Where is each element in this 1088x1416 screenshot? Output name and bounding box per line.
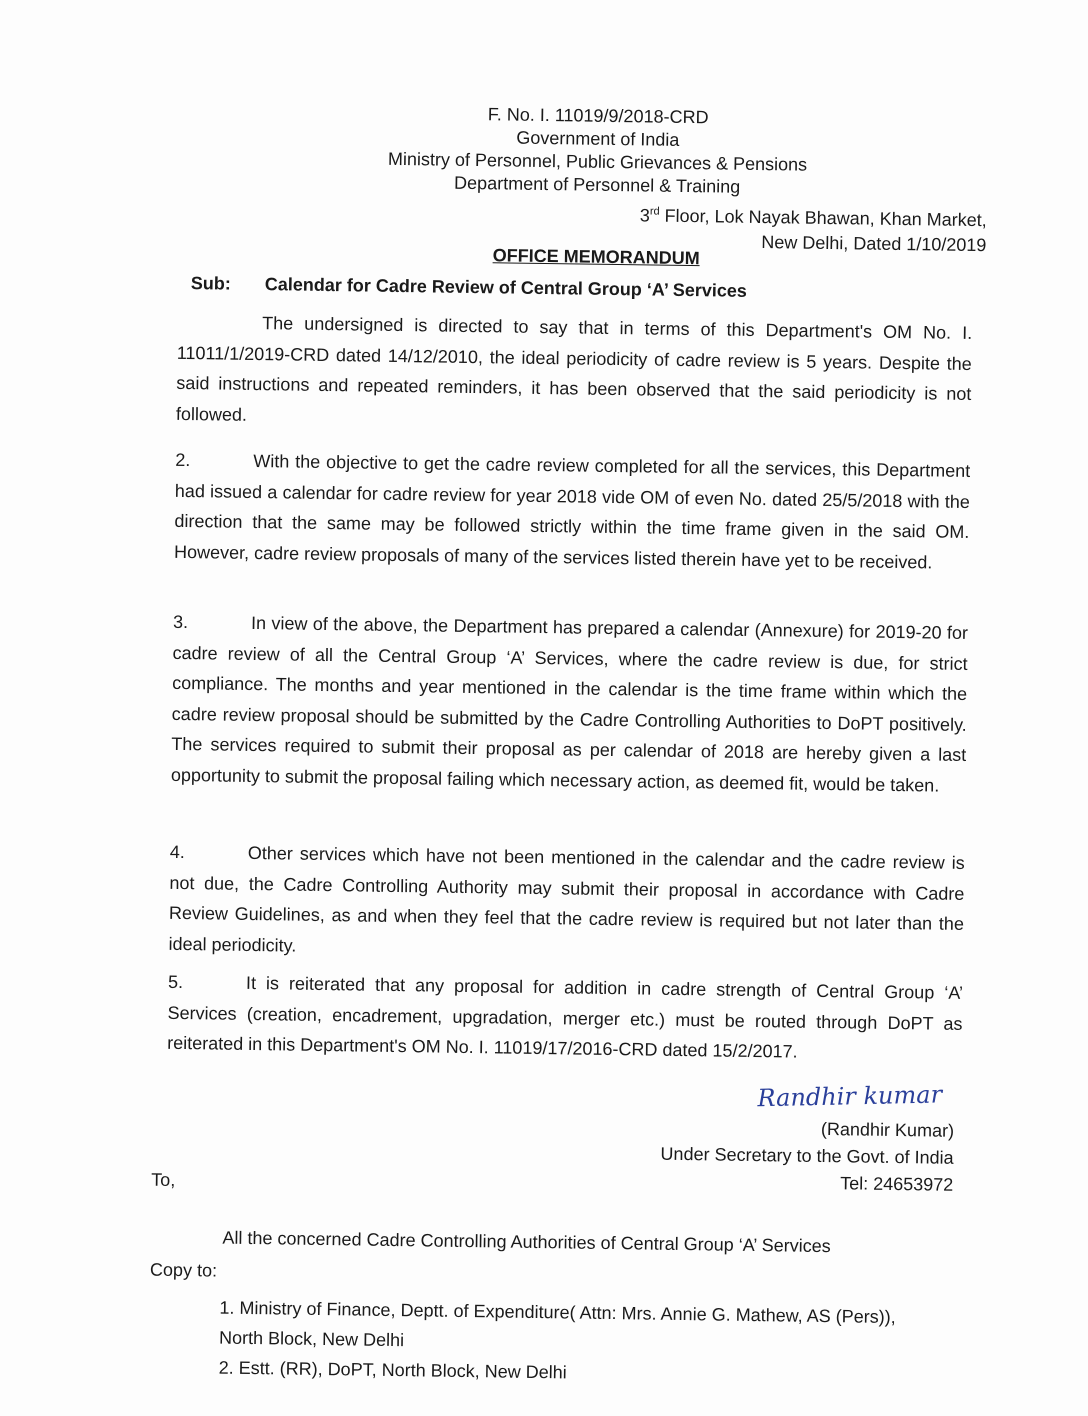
signatory-designation: Under Secretary to the Govt. of India (660, 1143, 954, 1168)
subject (191, 273, 747, 302)
signatory-name: (Randhir Kumar) (820, 1118, 955, 1141)
paragraph-5 (167, 967, 963, 1070)
government: Government of India (516, 127, 680, 150)
ministry: Ministry of Personnel, Public Grievances & Pensions (387, 148, 808, 175)
paragraph-2 (174, 445, 971, 578)
letterhead (307, 101, 888, 201)
copy-to-line: 1. Ministry of Finance, Deptt. of Expenditure( Attn: Mrs. Annie G. Mathew, AS (Pers)), (219, 1297, 896, 1328)
paragraph-number: 5. (167, 971, 184, 993)
paragraph-text: With the objective to get the cadre review completed for all the services, this Department had issued a calendar for cadre review for year 2018 vide OM of even No. dated 25/5/2018 with the direction that the same may be followed strictly within the time frame given in the said OM. However, cadre review proposals of many of the services listed therein have yet to be received. (173, 450, 971, 572)
department: Department of Personnel & Training (453, 172, 741, 197)
copy-to-item (219, 1296, 960, 1360)
to-label: To, (151, 1169, 176, 1190)
copy-to-list (218, 1296, 959, 1396)
handwritten-signature: Randhir kumar (757, 1080, 943, 1113)
address-line-1: Floor, Lok Nayak Bhawan, Khan Market, (659, 205, 987, 231)
copy-to-label: Copy to: (149, 1259, 218, 1281)
addressee: All the concerned Cadre Controlling Authorities of Central Group ‘A’ Services (222, 1227, 831, 1257)
paragraph-text: The undersigned is directed to say that in terms of this Department's OM No. I. 11011/1/2019-CRD dated 14/12/2010, the ideal periodicity of cadre review is 5 years. Despite the said instructions and repeated reminders, it has been observed that the said periodicity is not followed. (175, 313, 973, 425)
signature-block (660, 1114, 954, 1199)
copy-to-line: 2. Estt. (RR), DoPT, North Block, New Delhi (218, 1357, 567, 1383)
address-line-2: New Delhi, Dated 1/10/2019 (761, 232, 987, 256)
paragraph-1 (176, 307, 973, 440)
title-text: OFFICE MEMORANDUM (492, 245, 700, 269)
paragraph-4 (168, 837, 965, 970)
file-number: F. No. I. 11019/9/2018-CRD (487, 104, 709, 128)
subject-label: Sub: (190, 273, 231, 294)
paragraph-3 (171, 607, 968, 801)
floor-suffix: rd (649, 205, 660, 218)
paragraph-number: 2. (175, 449, 191, 471)
paragraph-number: 4. (169, 841, 185, 863)
subject-text: Calendar for Cadre Review of Central Group ‘A’ Services (264, 274, 748, 301)
signatory-tel: Tel: 24653972 (840, 1173, 954, 1195)
paragraph-text: It is reiterated that any proposal for addition in cadre strength of Central Group ‘A’ Services (creation, encadrement, upgradation, merger etc.) must be routed through DoPT as reiterated in this Department's OM No. I. 11019/17/2016-CRD dated 15/2/2017. (167, 972, 964, 1062)
paragraph-text: Other services which have not been mentioned in the calendar and the cadre review is not due, the Cadre Controlling Authority may submit their proposal in accordance with Cadre Review Guidelines, as and when they feel that the cadre review is required but not later than the ideal periodicity. (168, 842, 965, 956)
paragraph-number: 3. (172, 611, 189, 633)
floor-number: 3 (639, 205, 650, 226)
paragraph-text: In view of the above, the Department has prepared a calendar (Annexure) for 2019-20 for cadre review of all the Central Group ‘A’ Services, where the cadre review is due, for strict compliance. The months and year mentioned in the calendar is the time frame within which the cadre review proposal should be submitted by the Cadre Controlling Authorities to DoPT positively. The services required to submit their proposal as per calendar of 2018 are hereby given a last opportunity to submit the proposal failing which necessary action, as deemed fit, would be taken. (170, 612, 969, 796)
copy-to-line: North Block, New Delhi (218, 1327, 405, 1351)
copy-to-item (218, 1356, 958, 1390)
